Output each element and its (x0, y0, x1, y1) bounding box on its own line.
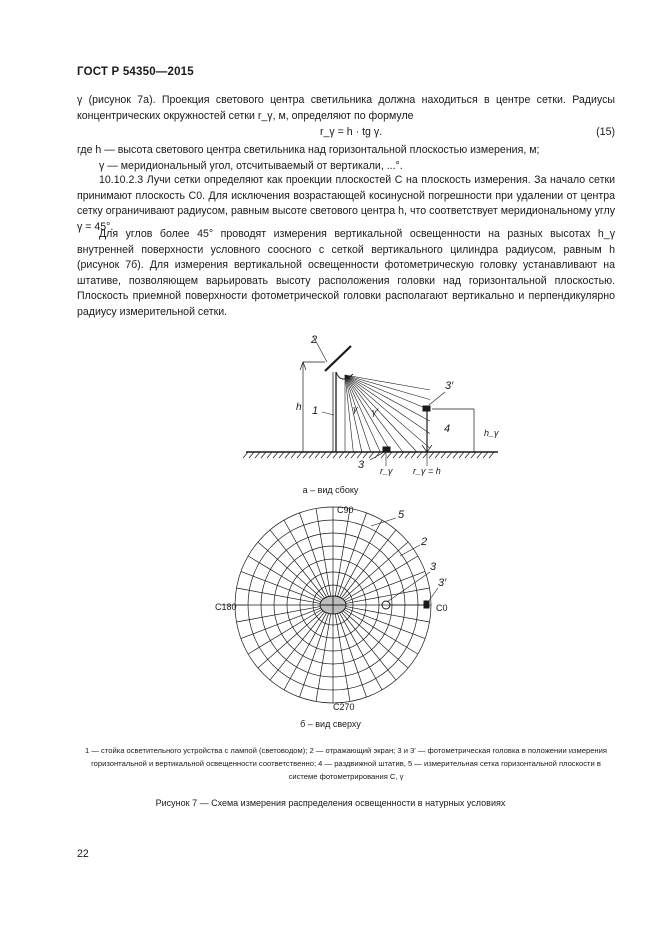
figure-legend: 1 — стойка осветительного устройства с лампой (световодом); 2 — отражающий экран; 3 и 3′ — фотометрическая головка в положении измерения горизонтальной и вертикальной освещенности соответственно; 4 — раздвижной штатив, 5 — измерительная сетка горизонтальной плоскости в системе фотометрирования C, γ (85, 746, 607, 781)
grid-spoke (299, 513, 328, 597)
label-1: 1 (312, 405, 319, 417)
ground-hatch (279, 452, 284, 458)
label-r-gamma: r_γ (380, 466, 393, 476)
reflector-screen (325, 346, 351, 371)
light-ray (345, 375, 430, 448)
grid-spoke (316, 614, 331, 702)
ground-hatch (315, 452, 320, 458)
ground-hatch (447, 452, 452, 458)
ground-hatch (333, 452, 338, 458)
grid-spoke (335, 614, 350, 702)
ground-hatch (429, 452, 434, 458)
page-number: 22 (77, 848, 89, 860)
label-4: 4 (444, 423, 451, 435)
grid-spoke (335, 508, 350, 596)
grid-spoke (270, 612, 325, 680)
caption-side-view: а – вид сбоку (302, 485, 359, 495)
ground-hatch (303, 452, 308, 458)
ground-hatch (321, 452, 326, 458)
label-c180: C180 (215, 602, 237, 612)
ground-hatch (273, 452, 278, 458)
label-r-gamma-eq-h: r_γ = h (413, 466, 441, 476)
ground-hatch (243, 452, 248, 458)
top-view-diagram (220, 507, 438, 703)
grid-spoke (316, 508, 331, 596)
formula-expression: r_γ = h · tg γ. (320, 126, 383, 138)
ground-hatch (291, 452, 296, 458)
ground-hatch (399, 452, 404, 458)
grid-spoke (341, 530, 396, 598)
side-view-diagram (243, 336, 498, 466)
grid-spoke (341, 612, 396, 680)
ground-hatch (381, 452, 386, 458)
label-gamma: γ (353, 404, 358, 414)
label-h-gamma: h_γ (484, 428, 499, 438)
grid-spoke (337, 613, 366, 697)
paragraph-10-10-2-3: 10.10.2.3 Лучи сетки определяют как проекции плоскостей C на плоскость измерения. За начало сетки принимают плоскость C0. Для исключения возрастающей косинусной погрешности при удалении от центра сетку ограничивают радиусом, равным высоте светового центра h, что соответствует меридиональному углу γ = 45°. (77, 174, 615, 233)
label-5: 5 (398, 509, 405, 521)
ground-hatch (477, 452, 482, 458)
figure-title: Рисунок 7 — Схема измерения распределения освещенности в натурных условиях (155, 798, 506, 808)
label-3-top: 3 (430, 561, 437, 573)
ground-hatch (405, 452, 410, 458)
ground-hatch (435, 452, 440, 458)
label-gamma-prime: γ′ (372, 407, 379, 417)
label-c90: C90 (337, 505, 354, 515)
ground-hatch (417, 452, 422, 458)
caption-top-view: б – вид сверху (300, 719, 361, 729)
ground-hatch (453, 452, 458, 458)
label-3: 3 (358, 459, 365, 471)
grid-spoke (299, 613, 328, 697)
label-2-top: 2 (421, 536, 428, 548)
ground-hatch (297, 452, 302, 458)
label-3-prime-top: 3′ (438, 577, 447, 589)
ground-hatch (471, 452, 476, 458)
ground-hatch (255, 452, 260, 458)
ground-hatch (339, 452, 344, 458)
paragraph-angles-over-45: Для углов более 45° проводят измерения вертикальной освещенности на разных высотах h_γ внутренней поверхности условного соосного с сеткой вертикального цилиндра радиусом, равным h (рисунок 7б). Для измерения вертикальной освещенности фотометрическую головку устанавливают на штативе, позволяющем варьировать высоту расположения головки над горизонтальной плоскостью. Плоскость приемной поверхности фотометрической головки располагают вертикально и перпендикулярно радиусу измерительной сетки. (77, 228, 615, 318)
ground-hatch (363, 452, 368, 458)
ground-hatch (393, 452, 398, 458)
ground-hatch (285, 452, 290, 458)
label-c270: C270 (333, 702, 355, 712)
grid-spoke (236, 607, 320, 622)
ground-hatch (267, 452, 272, 458)
ground-hatch (327, 452, 332, 458)
photometric-head-vertical (423, 406, 430, 411)
ground-hatch (489, 452, 494, 458)
ground-hatch (441, 452, 446, 458)
paragraph-intro: γ (рисунок 7а). Проекция светового центра светильника должна находиться в центре сетки. Радиусы концентрических окружностей сетки r_γ, м, определяют по формуле (77, 94, 615, 122)
grid-spoke (337, 513, 366, 597)
ground-hatch (249, 452, 254, 458)
light-ray (345, 375, 430, 421)
ground-hatch (261, 452, 266, 458)
explanation-gamma: γ — меридиональный угол, отсчитываемый от вертикали, ...°. (99, 159, 403, 172)
label-2: 2 (311, 334, 318, 346)
label-3-prime: 3′ (445, 380, 454, 392)
grid-spoke (236, 588, 320, 603)
ground-hatch (387, 452, 392, 458)
formula-number: (15) (596, 126, 615, 138)
ground-hatch (309, 452, 314, 458)
label-h: h (296, 402, 302, 413)
ground-hatch (411, 452, 416, 458)
ground-hatch (351, 452, 356, 458)
ground-hatch (459, 452, 464, 458)
ground-hatch (483, 452, 488, 458)
document-header: ГОСТ Р 54350—2015 (77, 66, 194, 78)
ground-hatch (357, 452, 362, 458)
photometric-head-horizontal (383, 447, 390, 451)
side-view-labels (296, 334, 499, 476)
ground-hatch (345, 452, 350, 458)
explanation-h: где h — высота светового центра светильника над горизонтальной плоскостью измерения, м; (77, 144, 540, 156)
grid-spoke (270, 530, 325, 598)
light-ray (345, 375, 430, 390)
ground-hatch (369, 452, 374, 458)
label-c0: C0 (436, 603, 448, 613)
ground-hatch (465, 452, 470, 458)
